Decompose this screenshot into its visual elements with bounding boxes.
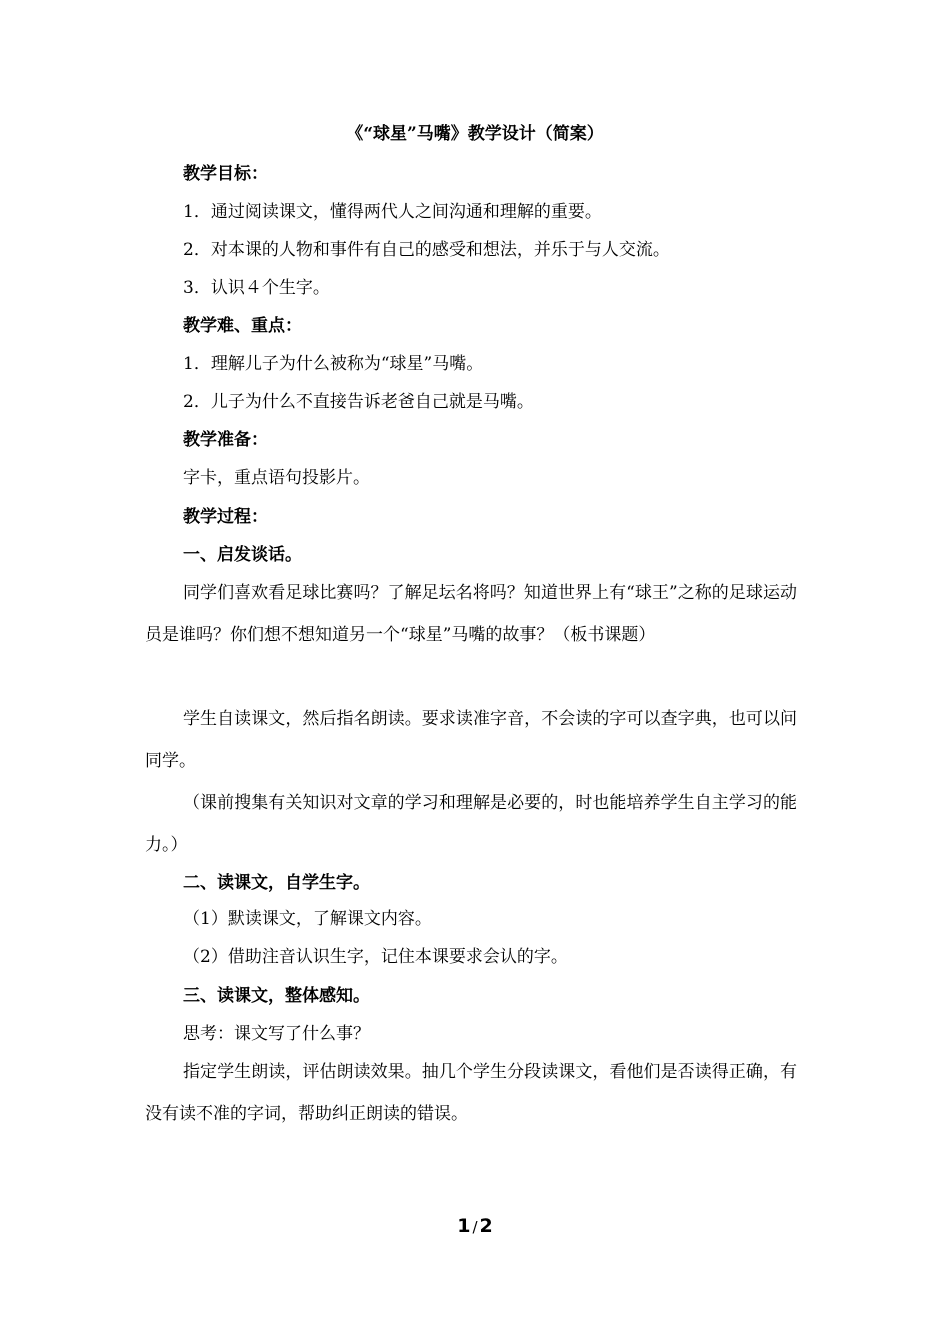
step1-paragraph-3: （课前搜集有关知识对文章的学习和理解是必要的，时也能培养学生自主学习的能力。） [145,793,797,855]
keypoint-item-2: 2．儿子为什么不直接告诉老爸自己就是马嘴。 [183,392,534,412]
step2-item-2: （2）借助注音认识生字，记住本课要求会认的字。 [183,947,568,967]
step1-paragraph-1: 同学们喜欢看足球比赛吗？了解足坛名将吗？知道世界上有“球王”之称的足球运动员是谁吗？你们想不想知道另一个“球星”马嘴的故事？（板书课题） [145,583,797,645]
keypoint-item-1: 1．理解儿子为什么被称为“球星”马嘴。 [183,354,484,374]
keypoints-heading: 教学难、重点： [183,316,302,336]
page-number [0,1212,950,1241]
step2-item-1: （1）默读课文，了解课文内容。 [183,909,432,929]
step2-heading: 二、读课文，自学生字。 [183,873,370,893]
prep-text: 字卡，重点语句投影片。 [183,468,370,488]
step1-heading: 一、启发谈话。 [183,545,302,565]
total-page-number: 2 [479,1215,493,1237]
objectives-heading: 教学目标： [183,164,268,184]
step3-question: 思考：课文写了什么事？ [183,1024,370,1044]
page-separator: / [472,1218,478,1236]
document-title: 《“球星”马嘴》教学设计（简案） [346,124,604,144]
prep-heading: 教学准备： [183,430,268,450]
objective-item-2: 2．对本课的人物和事件有自己的感受和想法，并乐于与人交流。 [183,240,670,260]
objective-item-1: 1．通过阅读课文，懂得两代人之间沟通和理解的重要。 [183,202,602,222]
step3-heading: 三、读课文，整体感知。 [183,986,370,1006]
current-page-number: 1 [457,1215,471,1237]
process-heading: 教学过程： [183,507,268,527]
objective-item-3: 3．认识４个生字。 [183,278,330,298]
step3-paragraph: 指定学生朗读，评估朗读效果。抽几个学生分段读课文，看他们是否读得正确，有没有读不准的字词，帮助纠正朗读的错误。 [145,1062,797,1124]
step1-paragraph-2: 学生自读课文，然后指名朗读。要求读准字音，不会读的字可以查字典，也可以问同学。 [145,709,797,771]
